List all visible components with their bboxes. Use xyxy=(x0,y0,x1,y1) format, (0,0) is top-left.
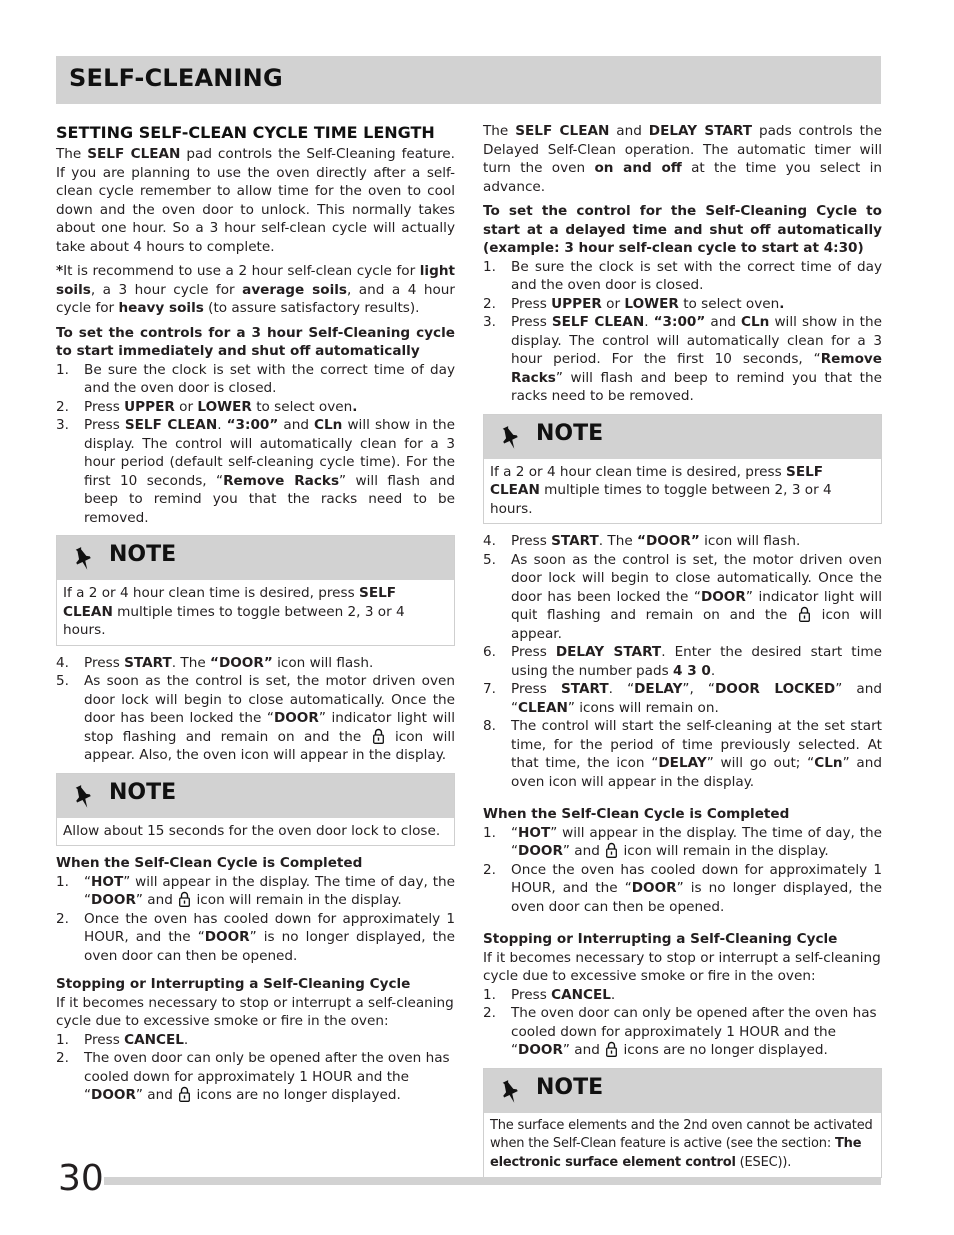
list-item: 1. Press CANCEL. xyxy=(56,1031,189,1048)
lock-icon xyxy=(799,606,810,622)
stop-list xyxy=(56,1031,455,1105)
intro-paragraph: The SELF CLEAN and DELAY START pads controls the Delayed Self-Clean operation. The automatic timer will turn the oven on and off at the time you select in advance. xyxy=(483,123,882,195)
section-heading: SETTING SELF-CLEAN CYCLE TIME LENGTH xyxy=(56,123,435,142)
note-title: NOTE xyxy=(109,542,177,567)
intro-paragraph: The SELF CLEAN pad controls the Self-Cleaning feature. If you are planning to use the oven directly after a self-clean cycle remember to allow time for the oven to cool down and the oven door to unlock. This normally takes about one hour. So a 3 hour self-clean cycle will actually take about 4 hours to complete. xyxy=(56,146,455,255)
steps-list xyxy=(56,654,455,765)
note-body: The surface elements and the 2nd oven cannot be activated when the Self-Clean feature is active (see the section: The electronic surface element control (ESEC)). xyxy=(490,1117,873,1170)
pushpin-icon xyxy=(73,545,95,571)
list-item: 1. “HOT” will appear in the display. The time of day, the “DOOR” and icon will remain in the display. xyxy=(56,873,455,908)
completed-list xyxy=(56,873,455,966)
list-item: 6. Press DELAY START. Enter the desired start time using the number pads 4 3 0. xyxy=(483,644,882,679)
lock-icon xyxy=(606,842,617,858)
list-item: 2. The oven door can only be opened after the oven has cooled down for approximately 1 HOUR and the “DOOR” and icons are no longer displayed. xyxy=(56,1050,450,1103)
list-item: 2. Once the oven has cooled down for approximately 1 HOUR, and the “DOOR” is no longer displayed, the oven door can then be opened. xyxy=(483,861,882,915)
recommendation-paragraph: *It is recommend to use a 2 hour self-clean cycle for light soils, a 3 hour cycle for average soils, and a 4 hour cycle for heavy soils (to assure satisfactory results). xyxy=(56,263,456,316)
note-header xyxy=(57,536,454,580)
note-header xyxy=(484,1069,881,1113)
lock-icon xyxy=(606,1041,617,1057)
note-box xyxy=(56,773,455,847)
note-header xyxy=(57,774,454,818)
list-item: 1. Be sure the clock is set with the correct time of day and the oven door is closed. xyxy=(56,361,455,396)
stop-list xyxy=(483,986,882,1060)
list-item: 1. Press CANCEL. xyxy=(483,986,616,1003)
note-title: NOTE xyxy=(536,420,604,446)
pushpin-icon xyxy=(73,783,95,809)
list-item: 4. Press START. The “DOOR” icon will flash. xyxy=(483,533,801,549)
list-item: 1. Be sure the clock is set with the correct time of day and the oven door is closed. xyxy=(483,258,882,293)
list-item: 1. “HOT” will appear in the display. The time of day, the “DOOR” and icon will remain in the display. xyxy=(483,824,882,859)
list-item: 5. As soon as the control is set, the motor driven oven door lock will begin to close automatically. Once the door has been locked the “DOOR” indicator light will quit flashing and remain on and the icon will appear. xyxy=(483,551,883,642)
pushpin-icon xyxy=(500,424,522,450)
completed-heading: When the Self-Clean Cycle is Completed xyxy=(56,855,363,871)
steps-list xyxy=(483,258,882,406)
note-title: NOTE xyxy=(536,1074,604,1100)
instruction-heading: To set the controls for a 3 hour Self-Cleaning cycle to start immediately and shut off automatically xyxy=(56,324,455,359)
steps-list xyxy=(56,361,455,528)
page-title: SELF-CLEANING xyxy=(69,64,283,92)
page-header xyxy=(56,56,881,104)
steps-list xyxy=(483,532,882,791)
list-item: 2. The oven door can only be opened after the oven has cooled down for approximately 1 HOUR and the “DOOR” and icons are no longer displayed. xyxy=(483,1005,877,1058)
instruction-heading: To set the control for the Self-Cleaning Cycle to start at a delayed time and shut off automatically (example: 3 hour self-clean cycle to start at 4:30) xyxy=(483,203,882,256)
list-item: 3. Press SELF CLEAN. “3:00” and CLn will show in the display. The control will automatically clean for a 3 hour period (default self-cleaning cycle time). For the first 10 seconds, “Remove Racks” will flash and beep to remind you that the racks need to be removed. xyxy=(56,417,455,526)
completed-list xyxy=(483,824,882,917)
list-item: 2. Press UPPER or LOWER to select oven. xyxy=(483,295,785,312)
stop-paragraph: If it becomes necessary to stop or interrupt a self-cleaning cycle due to excessive smoke or fire in the oven: xyxy=(483,949,881,984)
note-box xyxy=(483,1068,882,1179)
note-box xyxy=(483,414,882,525)
note-header xyxy=(484,415,881,459)
lock-icon xyxy=(373,728,384,744)
right-column xyxy=(483,122,882,1186)
list-item: 7. Press START. “DELAY”, “DOOR LOCKED” and “CLEAN” icons will remain on. xyxy=(483,681,882,716)
footer-rule xyxy=(104,1177,881,1185)
note-body: Allow about 15 seconds for the oven door lock to close. xyxy=(63,822,441,839)
note-box xyxy=(56,535,455,646)
note-title: NOTE xyxy=(109,779,177,805)
stop-paragraph: If it becomes necessary to stop or interrupt a self-cleaning cycle due to excessive smoke or fire in the oven: xyxy=(56,994,454,1029)
lock-icon xyxy=(179,1086,190,1102)
left-column xyxy=(56,122,455,1105)
list-item: 5. As soon as the control is set, the motor driven oven door lock will begin to close automatically. Once the door has been locked the “DOOR” indicator light will stop flashing and remain on and the icon will appear. Also, the oven icon will appear in the display. xyxy=(56,673,455,763)
list-item: 8. The control will start the self-cleaning at the set start time, for the period of time previously selected. At that time, the icon “DELAY” will go out; “CLn” and oven icon will appear in the display. xyxy=(483,718,882,790)
completed-heading: When the Self-Clean Cycle is Completed xyxy=(483,806,790,822)
list-item: 2. Once the oven has cooled down for approximately 1 HOUR, and the “DOOR” is no longer displayed, the oven door can then be opened. xyxy=(56,910,455,964)
list-item: 2. Press UPPER or LOWER to select oven. xyxy=(56,398,358,415)
pushpin-icon xyxy=(500,1078,522,1104)
page-number: 30 xyxy=(58,1158,104,1199)
list-item: 3. Press SELF CLEAN. “3:00” and CLn will show in the display. The control will automatically clean for a 3 hour period. For the first 10 seconds, “Remove Racks” will flash and beep to remind you that the racks need to be removed. xyxy=(483,314,882,404)
note-body: If a 2 or 4 hour clean time is desired, press SELF CLEAN multiple times to toggle between 2, 3 or 4 hours. xyxy=(490,463,832,517)
stop-heading: Stopping or Interrupting a Self-Cleaning Cycle xyxy=(56,976,411,992)
list-item: 4. Press START. The “DOOR” icon will flash. xyxy=(56,654,374,671)
lock-icon xyxy=(179,891,190,907)
stop-heading: Stopping or Interrupting a Self-Cleaning Cycle xyxy=(483,931,838,947)
note-body: If a 2 or 4 hour clean time is desired, press SELF CLEAN multiple times to toggle between 2, 3 or 4 hours. xyxy=(63,585,405,638)
